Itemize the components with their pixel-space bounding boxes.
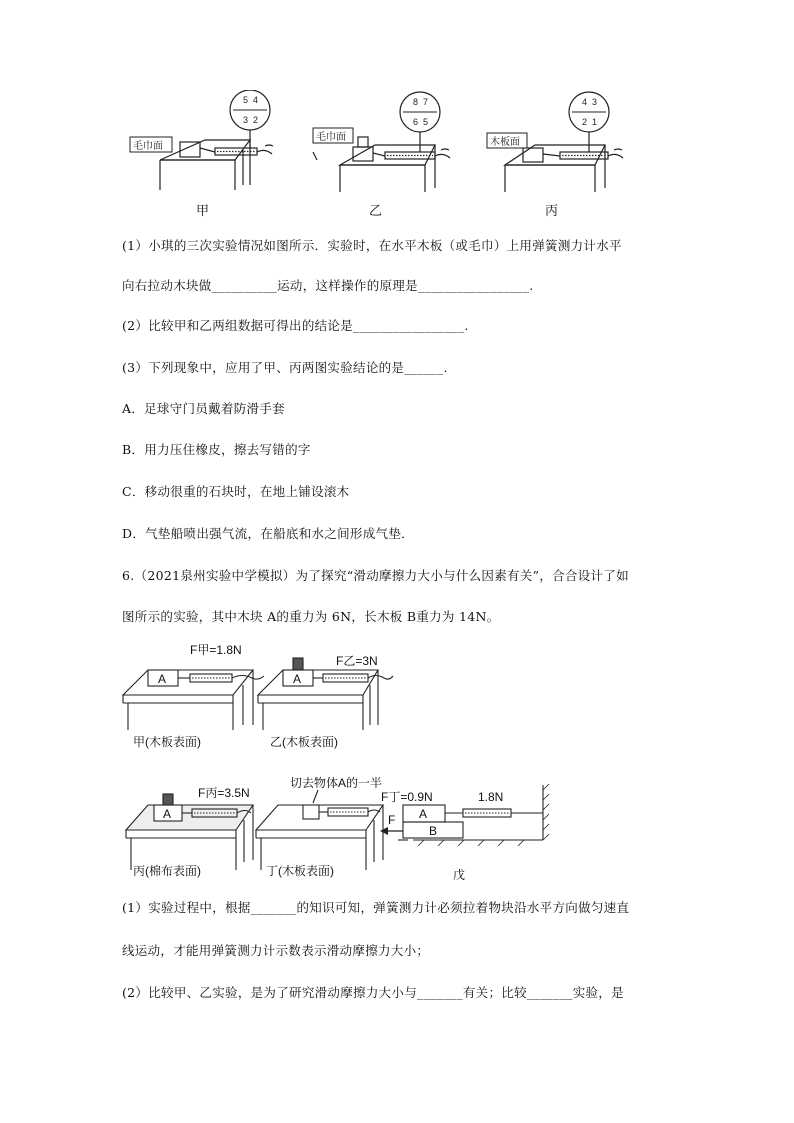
q6-sub1-line1: (1）实验过程中，根据_______的知识可知，弹簧测力计必须拉着物块沿水平方向做匀速直	[122, 900, 630, 915]
dial-digit: 5	[243, 95, 249, 105]
dial-digit: 3	[592, 97, 598, 107]
fig2-jia-table	[123, 670, 264, 730]
q5-option-c: C．移动很重的石块时，在地上铺设滚木	[122, 484, 350, 499]
fig2-wu-reading: 1.8N	[478, 790, 504, 804]
fig2-caption-wu: 戊	[453, 868, 466, 882]
fig2-caption-jia: 甲(木板表面)	[133, 735, 201, 749]
q5-part2: (2）比较甲和乙两组数据可得出的结论是_________________.	[122, 318, 469, 333]
fig2-bing-table	[126, 794, 253, 870]
fig2-yi-force-label: F乙=3N	[336, 654, 378, 668]
fig1-caption-jia: 甲	[196, 204, 210, 219]
fig2-yi-block-label: A	[293, 672, 302, 686]
q6-stem-line2: 图所示的实验，其中木块 A的重力为 6N，长木板 B重力为 14N。	[122, 609, 500, 624]
fig2-yi-table	[258, 658, 393, 730]
fig2-jia-force-label: F甲=1.8N	[190, 643, 242, 657]
q5-part1-line2: 向右拉动木块做__________运动，这样操作的原理是_________________.	[122, 278, 534, 293]
fig2-caption-yi: 乙(木板表面)	[270, 735, 338, 749]
figure-2	[118, 640, 558, 885]
fig2-wu-block-b: B	[429, 824, 438, 838]
fig1-yi-surface-label: 毛巾面	[316, 132, 346, 143]
fig2-ding-force-label: F丁=0.9N	[381, 790, 433, 804]
figure-2-drawing	[118, 640, 558, 885]
fig2-ding-table	[256, 790, 383, 870]
dial-digit: 4	[582, 97, 588, 107]
figure-1-jia	[160, 90, 273, 190]
q5-option-b: B．用力压住橡皮，擦去写错的字	[122, 442, 311, 457]
q5-part1-line1: (1）小琪的三次实验情况如图所示．实验时，在水平木板（或毛巾）上用弹簧测力计水平	[122, 238, 622, 253]
q5-option-a: A．足球守门员戴着防滑手套	[122, 401, 285, 416]
q5-option-d: D．气垫船喷出强气流，在船底和水之间形成气垫．	[122, 526, 414, 541]
fig2-ding-note: 切去物体A的一半	[290, 776, 383, 790]
fig1-caption-yi: 乙	[369, 204, 383, 219]
fig1-jia-surface-label: 毛巾面	[133, 141, 163, 152]
dial-digit: 4	[253, 95, 259, 105]
q6-sub2: (2）比较甲、乙实验，是为了研究滑动摩擦力大小与_______有关；比较_______实验，是	[122, 985, 624, 1000]
fig2-caption-ding: 丁(木板表面)	[266, 864, 334, 878]
fig2-wu-block-a: A	[419, 807, 428, 821]
q6-stem-line1: 6.（2021泉州实验中学模拟）为了探究“滑动摩擦力大小与什么因素有关”，合合设计了如	[122, 568, 629, 583]
dial-digit: 5	[423, 117, 429, 127]
fig1-caption-bing: 丙	[545, 204, 559, 219]
fig2-jia-block-label: A	[158, 672, 167, 686]
dial-digit: 2	[253, 115, 259, 125]
fig2-bing-block-label: A	[163, 807, 172, 821]
dial-digit: 2	[582, 117, 588, 127]
q6-sub1-line2: 线运动，才能用弹簧测力计示数表示滑动摩擦力大小；	[122, 943, 430, 958]
fig2-bing-force-label: F丙=3.5N	[198, 786, 250, 800]
dial-digit: 3	[243, 115, 249, 125]
q5-part3: (3）下列现象中，应用了甲、丙两图实验结论的是______.	[122, 360, 448, 375]
dial-digit: 1	[592, 117, 598, 127]
dial-digit: 6	[413, 117, 419, 127]
fig2-wu-force-label: F	[388, 813, 396, 827]
fig1-bing-surface-label: 木板面	[490, 137, 520, 148]
dial-digit: 7	[423, 97, 429, 107]
dial-digit: 8	[413, 97, 419, 107]
fig2-caption-bing: 丙(棉布表面)	[133, 864, 201, 878]
